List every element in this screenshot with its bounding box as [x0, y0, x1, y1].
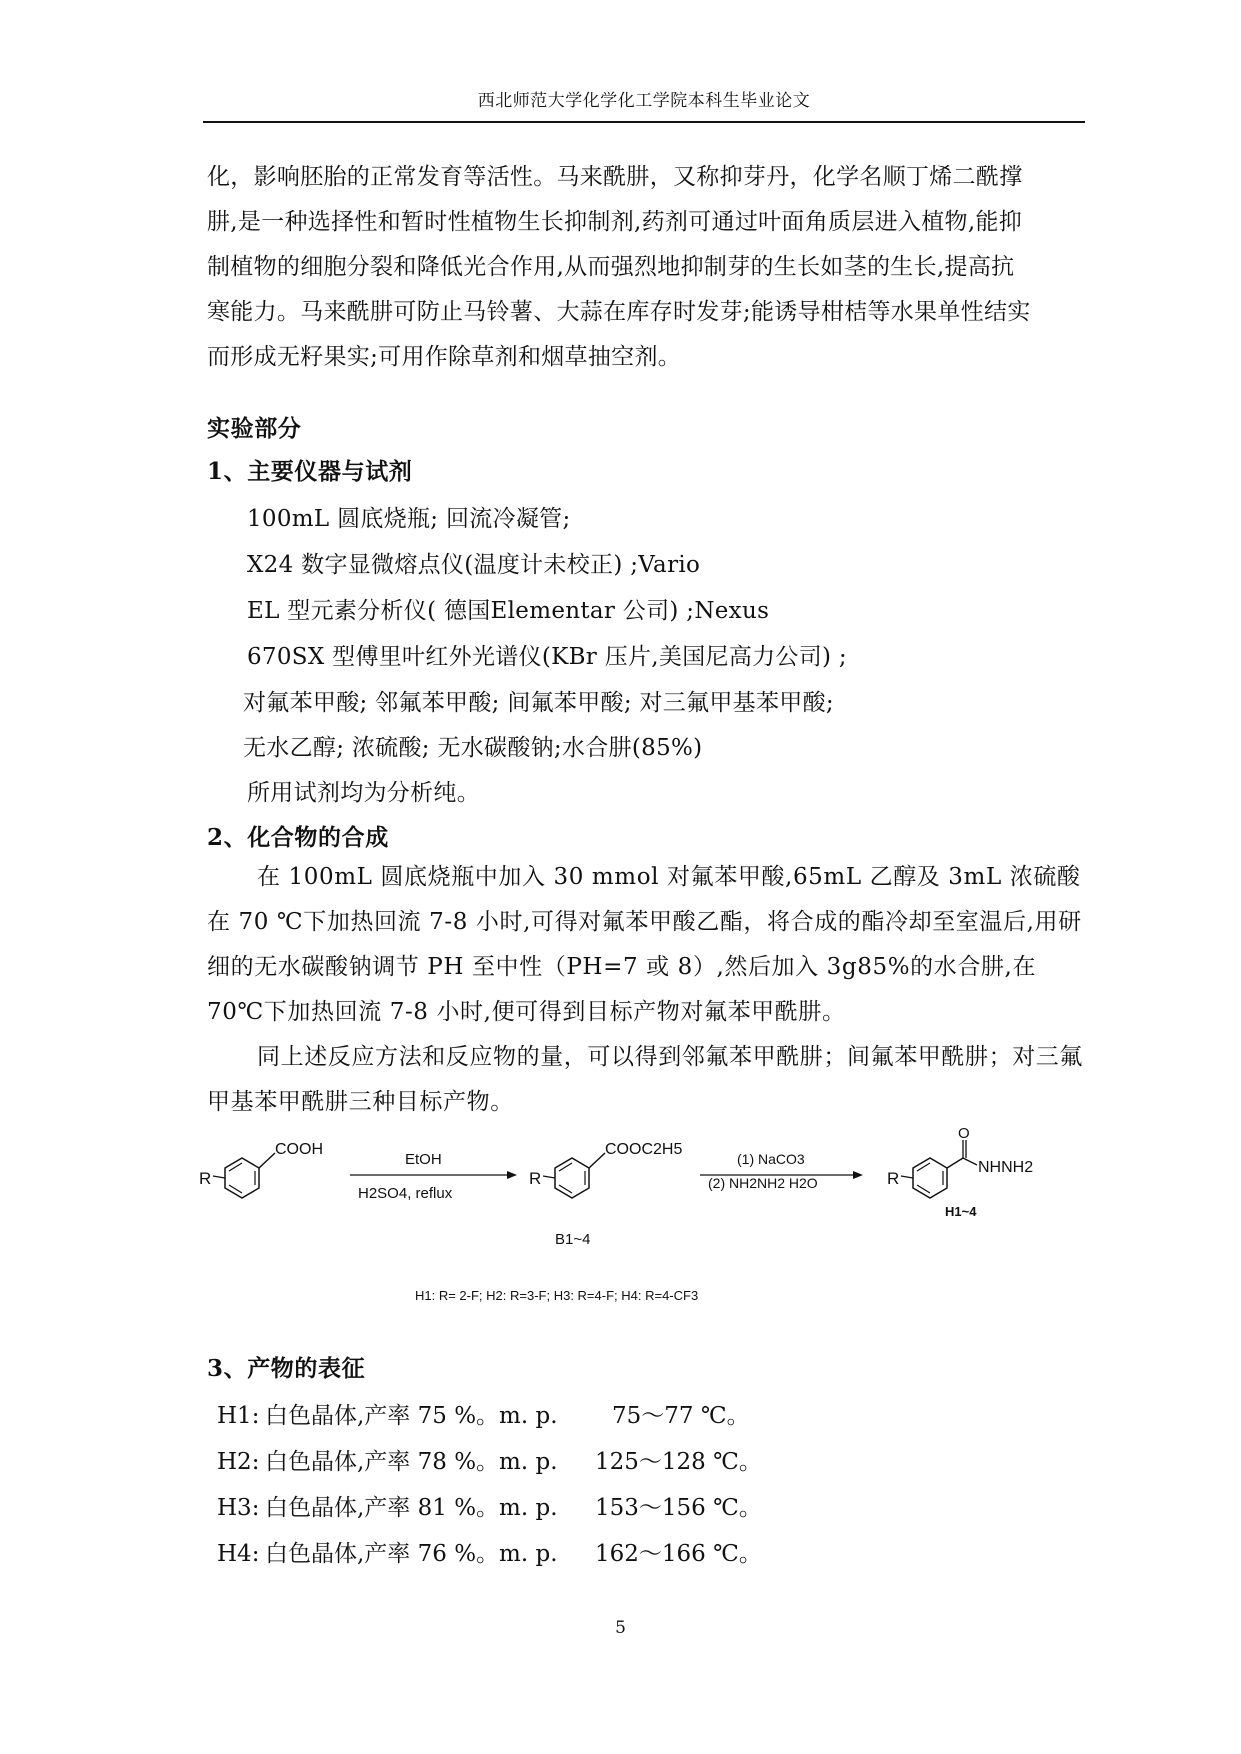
- product-compound-label: H1~4: [945, 1204, 977, 1219]
- page-header: 西北师范大学化学化工学院本科生毕业论文: [203, 86, 1085, 123]
- melting-range: 75～77 ℃。: [612, 1403, 750, 1429]
- synthesis-paragraph: 在 100mL 圆底烧瓶中加入 30 mmol 对氟苯甲酸,65mL 乙醇及 3mL 浓硫酸在 70 ℃下加热回流 7-8 小时,可得对氟苯甲酸乙酯，将合成的酯冷却至室温后,用研细的无水碳酸钠调节 PH 至中性（PH=7 或 8）,然后加入 3g85%的水合肼,在 70℃下加热回流 7-8 小时,便可得到目标产物对氟苯甲酰肼。: [207, 864, 1082, 1025]
- ester-compound-label: B1~4: [555, 1231, 591, 1248]
- synthesis-paragraph-2: 同上述反应方法和反应物的量，可以得到邻氟苯甲酰肼；间氟苯甲酰肼；对三氟甲基苯甲酰肼三种目标产物。: [207, 1044, 1083, 1115]
- section-title-experimental: 实验部分: [207, 415, 302, 442]
- characterization-row: [217, 1443, 762, 1476]
- reagent-note: 所用试剂均为分析纯。: [247, 780, 480, 806]
- step1-reagent-above: EtOH: [405, 1151, 442, 1168]
- intro-line: 化，影响胚胎的正常发育等活性。马来酰肼，又称抑芽丹，化学名顺丁烯二酰撑: [207, 164, 1023, 190]
- characterization-row: [217, 1489, 762, 1522]
- carbonyl-oxygen-label: O: [958, 1125, 970, 1142]
- melting-range: 153～156 ℃。: [595, 1495, 762, 1521]
- section-title-characterization: 3、产物的表征: [207, 1355, 366, 1382]
- compound-description: 白色晶体,产率 76 %。m. p.: [265, 1541, 558, 1567]
- reactant-benzoic-acid: [199, 1141, 323, 1198]
- compound-id: H3:: [217, 1495, 260, 1521]
- reaction-arrow-2: [700, 1151, 863, 1191]
- section-title-synthesis: 2、化合物的合成: [207, 824, 389, 851]
- intro-line: 制植物的细胞分裂和降低光合作用,从而强烈地抑制芽的生长如茎的生长,提高抗: [207, 254, 1015, 280]
- instrument-item: X24 数字显微熔点仪(温度计未校正) ;Vario: [247, 552, 701, 578]
- reaction-arrow-1: [350, 1151, 517, 1202]
- step2-reagent-below: (2) NH2NH2 H2O: [708, 1175, 818, 1191]
- r-label: R: [529, 1169, 542, 1188]
- compound-description: 白色晶体,产率 78 %。m. p.: [265, 1449, 558, 1475]
- r-label: R: [887, 1169, 900, 1188]
- compound-id: H1:: [217, 1403, 260, 1429]
- intermediate-ester: [529, 1141, 682, 1248]
- r-label: R: [199, 1169, 212, 1188]
- intro-line: 而形成无籽果实;可用作除草剂和烟草抽空剂。: [207, 344, 682, 370]
- compound-description: 白色晶体,产率 81 %。m. p.: [265, 1495, 558, 1521]
- acid-group-label: COOH: [275, 1141, 323, 1158]
- melting-range: 162～166 ℃。: [595, 1541, 762, 1567]
- characterization-row: [217, 1535, 762, 1568]
- instrument-item: 670SX 型傅里叶红外光谱仪(KBr 压片,美国尼高力公司) ;: [247, 644, 847, 670]
- step2-reagent-above: (1) NaCO3: [737, 1151, 805, 1167]
- step1-reagent-below: H2SO4, reflux: [358, 1185, 453, 1202]
- intro-line: 寒能力。马来酰肼可防止马铃薯、大蒜在库存时发芽;能诱导柑桔等水果单性结实: [207, 299, 1031, 325]
- ester-group-label: COOC2H5: [605, 1141, 683, 1158]
- reagent-item: 对氟苯甲酸; 邻氟苯甲酸; 间氟苯甲酸; 对三氟甲基苯甲酸;: [243, 690, 834, 716]
- instrument-item: 100mL 圆底烧瓶; 回流冷凝管;: [247, 506, 571, 532]
- intro-line: 肼,是一种选择性和暂时性植物生长抑制剂,药剂可通过叶面角质层进入植物,能抑: [207, 209, 1023, 235]
- page-number: 5: [615, 1618, 626, 1638]
- compound-id: H2:: [217, 1449, 260, 1475]
- melting-range: 125～128 ℃。: [595, 1449, 762, 1475]
- section-title-instruments: 1、主要仪器与试剂: [207, 458, 413, 485]
- product-hydrazide: [887, 1125, 1033, 1219]
- scheme-caption: H1: R= 2-F; H2: R=3-F; H3: R=4-F; H4: R=4-CF3: [415, 1288, 699, 1303]
- hydrazide-group-label: NHNH2: [978, 1159, 1034, 1176]
- reaction-scheme: [195, 1120, 1095, 1320]
- compound-id: H4:: [217, 1541, 260, 1567]
- compound-description: 白色晶体,产率 75 %。m. p.: [265, 1403, 558, 1429]
- characterization-row: [217, 1397, 750, 1430]
- instrument-item: EL 型元素分析仪( 德国Elementar 公司) ;Nexus: [247, 598, 770, 624]
- reagent-item: 无水乙醇; 浓硫酸; 无水碳酸钠;水合肼(85%): [243, 735, 703, 761]
